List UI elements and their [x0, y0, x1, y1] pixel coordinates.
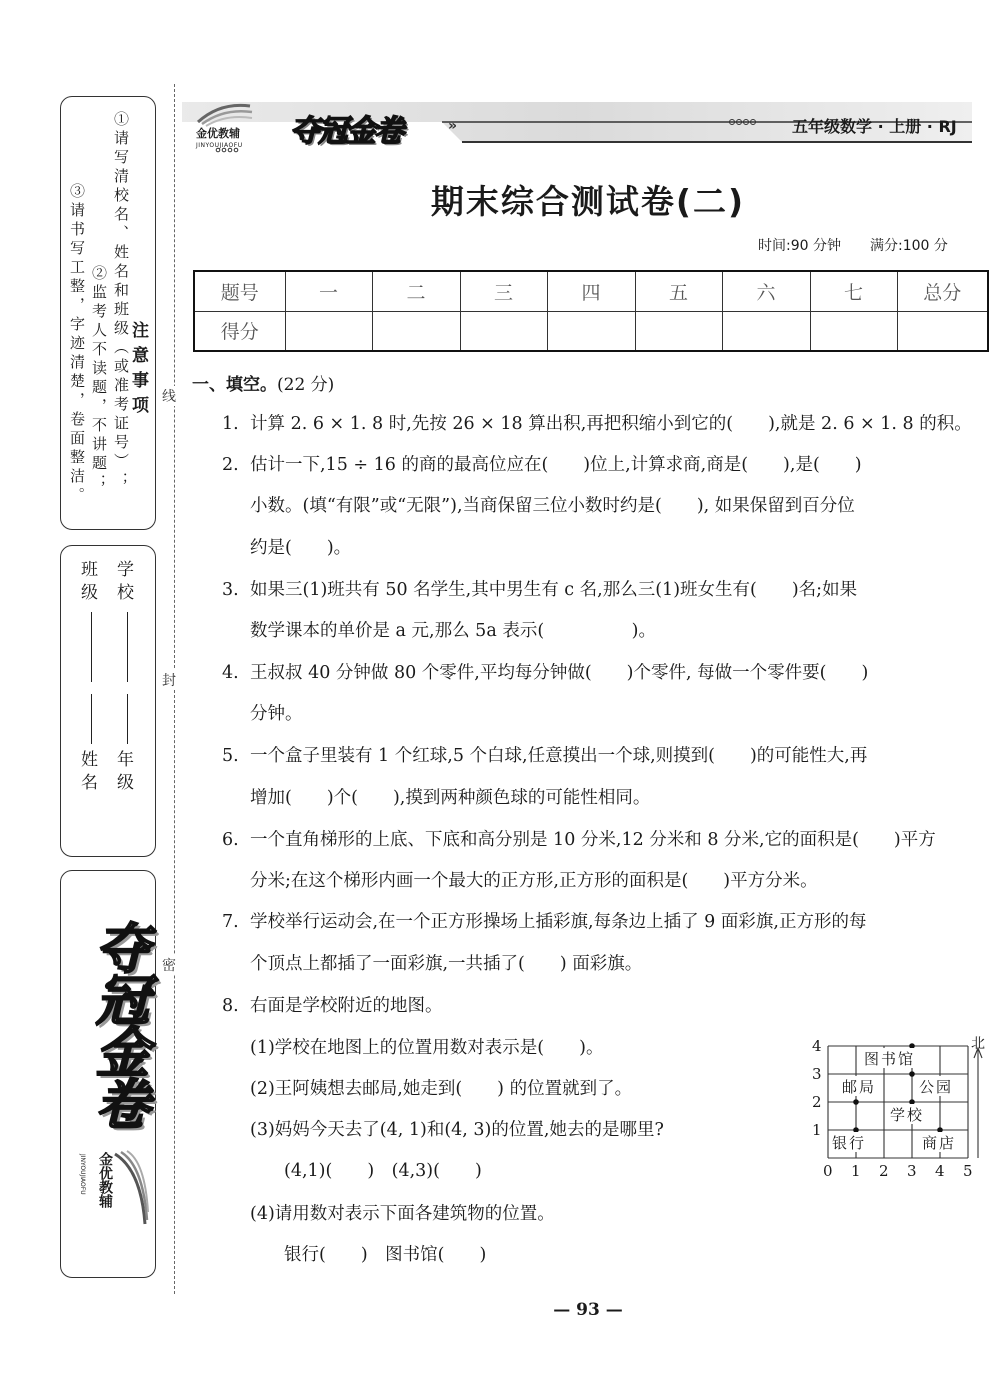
name-field-label: 姓名 — [77, 750, 97, 796]
score-header-cell: 三 — [460, 271, 547, 311]
question-text: 王叔叔 40 分钟做 80 个零件,平均每分钟做( )个零件, 每做一个零件要( ) — [250, 663, 869, 683]
map-x-tick: 0 — [823, 1162, 833, 1180]
section-title: 一、填空。 — [192, 375, 277, 395]
question-text: 约是( )。 — [250, 538, 352, 558]
map-x-tick: 5 — [963, 1162, 973, 1180]
question-number: 7. — [222, 912, 239, 932]
publisher-name-side: 金优教辅 — [97, 1152, 113, 1208]
grade-field-input[interactable] — [127, 694, 128, 744]
score-table — [193, 270, 989, 352]
school-area-map — [808, 1036, 988, 1186]
brand-arrow-icon: » — [448, 118, 458, 134]
question-text: 增加( )个( ),摸到两种颜色球的可能性相同。 — [250, 788, 651, 808]
notice-item-2: ②监考人不读题，不讲题； — [90, 265, 108, 493]
exam-time: 时间:90 分钟 — [758, 238, 841, 254]
question-text: 个顶点上都插了一面彩旗,一共插了( ) 面彩旗。 — [250, 954, 643, 974]
publisher-logo-side — [73, 1150, 151, 1230]
score-table-score-row — [194, 311, 988, 351]
map-y-tick: 4 — [812, 1037, 822, 1055]
question-text: 分米;在这个梯形内画一个最大的正方形,正方形的面积是( )平方分米。 — [250, 871, 818, 891]
map-x-tick: 3 — [907, 1162, 917, 1180]
score-header-cell: 总分 — [897, 271, 988, 311]
map-place-labels — [830, 1048, 962, 1152]
sub-question-text: (4)请用数对表示下面各建筑物的位置。 — [250, 1204, 555, 1224]
question-text: 右面是学校附近的地图。 — [250, 996, 443, 1016]
score-cell[interactable] — [635, 311, 722, 351]
class-field-input[interactable] — [91, 612, 92, 682]
school-field-label: 学校 — [113, 560, 133, 606]
score-header-cell: 题号 — [194, 271, 285, 311]
section-points: (22 分) — [277, 375, 335, 395]
question-number: 1. — [222, 414, 239, 434]
question-number: 5. — [222, 746, 239, 766]
map-label-school: 学校 — [890, 1106, 925, 1124]
brand-side — [70, 920, 150, 1150]
question-text: 数学课本的单价是 a 元,那么 5a 表示( )。 — [250, 621, 656, 641]
section-heading — [192, 370, 334, 395]
brand-logo: 夺冠金卷 — [290, 114, 402, 149]
question-number: 6. — [222, 830, 239, 850]
score-cell[interactable] — [547, 311, 635, 351]
publisher-pinyin: JINYOUJIAOFU — [196, 142, 243, 149]
notice-box — [60, 96, 156, 530]
notice-item-1: ①请写清校名、姓名和班级（或准考证号）； — [112, 111, 130, 491]
north-label: 北 — [971, 1036, 985, 1052]
info-column-school-grade — [111, 560, 136, 796]
question-text: 一个盒子里装有 1 个红球,5 个白球,任意摸出一个球,则摸到( )的可能性大,再 — [250, 746, 868, 766]
map-x-tick: 2 — [879, 1162, 889, 1180]
score-cell[interactable] — [285, 311, 372, 351]
question-text: 一个直角梯形的上底、下底和高分别是 10 分米,12 分米和 8 分米,它的面积是( )平方 — [250, 830, 936, 850]
score-header-cell: 六 — [722, 271, 810, 311]
map-label-library: 图书馆 — [864, 1050, 916, 1068]
class-field-label: 班级 — [77, 560, 97, 606]
map-y-tick: 3 — [812, 1065, 822, 1083]
score-header-cell: 二 — [372, 271, 460, 311]
question-text: 估计一下,15 ÷ 16 的商的最高位应在( )位上,计算求商,商是( ),是( ) — [250, 455, 862, 475]
score-header-cell: 七 — [810, 271, 897, 311]
grade-field-label: 年级 — [113, 750, 133, 796]
score-row-label: 得分 — [194, 311, 285, 351]
name-field-input[interactable] — [91, 694, 92, 744]
question-text: 计算 2. 6 × 1. 8 时,先按 26 × 18 算出积,再把积缩小到它的( ),就是 2. 6 × 1. 8 的积。 — [250, 414, 972, 434]
student-info-box — [60, 545, 156, 857]
map-x-tick: 1 — [851, 1162, 861, 1180]
score-header-cell: 五 — [635, 271, 722, 311]
sub-question-text: (3)妈妈今天去了(4, 1)和(4, 3)的位置,她去的是哪里? — [250, 1120, 664, 1140]
exam-title: 期末综合测试卷(二) — [430, 182, 746, 221]
score-cell[interactable] — [810, 311, 897, 351]
question-number: 2. — [222, 455, 239, 475]
publisher-name: 金优教辅 — [196, 127, 240, 140]
map-x-tick: 4 — [935, 1162, 945, 1180]
map-y-tick: 1 — [812, 1121, 822, 1139]
score-cell[interactable] — [372, 311, 460, 351]
question-text: 分钟。 — [250, 704, 303, 724]
sub-question-answer-line: 银行( ) 图书馆( ) — [284, 1245, 487, 1265]
question-text: 小数。(填“有限”或“无限”),当商保留三位小数时约是( ), 如果保留到百分位 — [250, 496, 855, 516]
question-number: 3. — [222, 580, 239, 600]
sub-question-text: (1)学校在地图上的位置用数对表示是( )。 — [250, 1038, 604, 1058]
cut-label-secret: 密 — [162, 955, 176, 975]
question-text: 学校举行运动会,在一个正方形操场上插彩旗,每条边上插了 9 面彩旗,正方形的每 — [250, 912, 867, 932]
map-label-post-office: 邮局 — [842, 1078, 877, 1096]
score-header-cell: 一 — [285, 271, 372, 311]
publisher-pinyin-side: JINYOUJIAOFU — [79, 1154, 86, 1195]
question-number: 4. — [222, 663, 239, 683]
score-cell[interactable] — [897, 311, 988, 351]
grade-label: 五年级数学 · 上册 · RJ — [792, 117, 957, 136]
school-field-input[interactable] — [127, 612, 128, 682]
exam-full-score: 满分:100 分 — [870, 238, 948, 254]
question-number: 8. — [222, 996, 239, 1016]
page-number: — 93 — — [553, 1300, 623, 1320]
sub-question-answer-line: (4,1)( ) (4,3)( ) — [284, 1161, 482, 1181]
cut-label-seal: 封 — [162, 670, 176, 690]
notice-heading: 注意事项 — [128, 321, 148, 421]
info-column-class-name — [75, 560, 100, 796]
map-label-bank: 银行 — [832, 1134, 867, 1152]
score-table-header-row — [194, 271, 988, 311]
cut-label-line: 线 — [162, 386, 176, 406]
map-y-tick: 2 — [812, 1093, 822, 1111]
sub-question-text: (2)王阿姨想去邮局,她走到( ) 的位置就到了。 — [250, 1079, 633, 1099]
question-text: 如果三(1)班共有 50 名学生,其中男生有 c 名,那么三(1)班女生有( )名;如果 — [250, 580, 858, 600]
score-header-cell: 四 — [547, 271, 635, 311]
map-label-shop: 商店 — [922, 1134, 957, 1152]
book-stack-icon — [111, 1150, 149, 1228]
notice-item-3: ③请书写工整，字迹清楚，卷面整洁。 — [68, 183, 86, 506]
score-cell[interactable] — [722, 311, 810, 351]
score-cell[interactable] — [460, 311, 547, 351]
brand-side-text: 夺冠金卷 — [87, 920, 150, 1128]
map-label-park: 公园 — [919, 1078, 954, 1096]
